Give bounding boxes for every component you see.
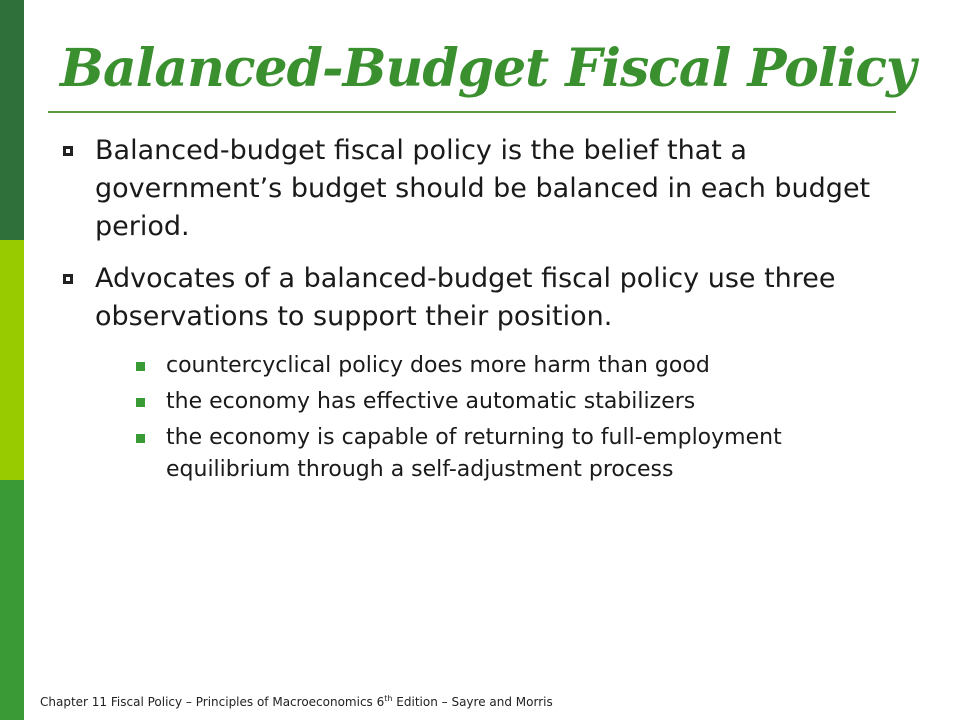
bullet-item [58, 260, 908, 336]
side-bar-middle [0, 240, 24, 480]
bullet-item [58, 132, 908, 246]
slide-footer [40, 694, 553, 710]
sub-bullet-item [136, 386, 908, 418]
filled-square-bullet-icon [136, 398, 145, 407]
bullet-text: Advocates of a balanced-budget fiscal policy use three observations to support their position. [95, 263, 836, 332]
square-bullet-icon [63, 146, 73, 156]
sub-bullet-list [136, 350, 908, 486]
footer-text-end: Edition – Sayre and Morris [392, 695, 553, 709]
sub-bullet-item [136, 350, 908, 382]
filled-square-bullet-icon [136, 434, 145, 443]
bullet-text: Balanced-budget fiscal policy is the belief that a government’s budget should be balanced in each budget period. [95, 135, 871, 242]
footer-text: Chapter 11 Fiscal Policy – Principles of Macroeconomics 6 [40, 695, 385, 709]
slide-title: Balanced-Budget Fiscal Policy [60, 38, 916, 99]
filled-square-bullet-icon [136, 362, 145, 371]
sub-bullet-text: the economy is capable of returning to full-employment equilibrium through a self-adjustment process [166, 425, 782, 482]
footer-superscript: th [384, 694, 393, 703]
side-bar-top [0, 0, 24, 240]
title-underline [48, 111, 896, 113]
sub-bullet-text: countercyclical policy does more harm than good [166, 353, 710, 378]
sub-bullet-text: the economy has effective automatic stabilizers [166, 389, 696, 414]
square-bullet-icon [63, 274, 73, 284]
sub-bullet-item [136, 422, 908, 486]
slide-body [58, 132, 908, 490]
side-bar-bottom [0, 480, 24, 720]
